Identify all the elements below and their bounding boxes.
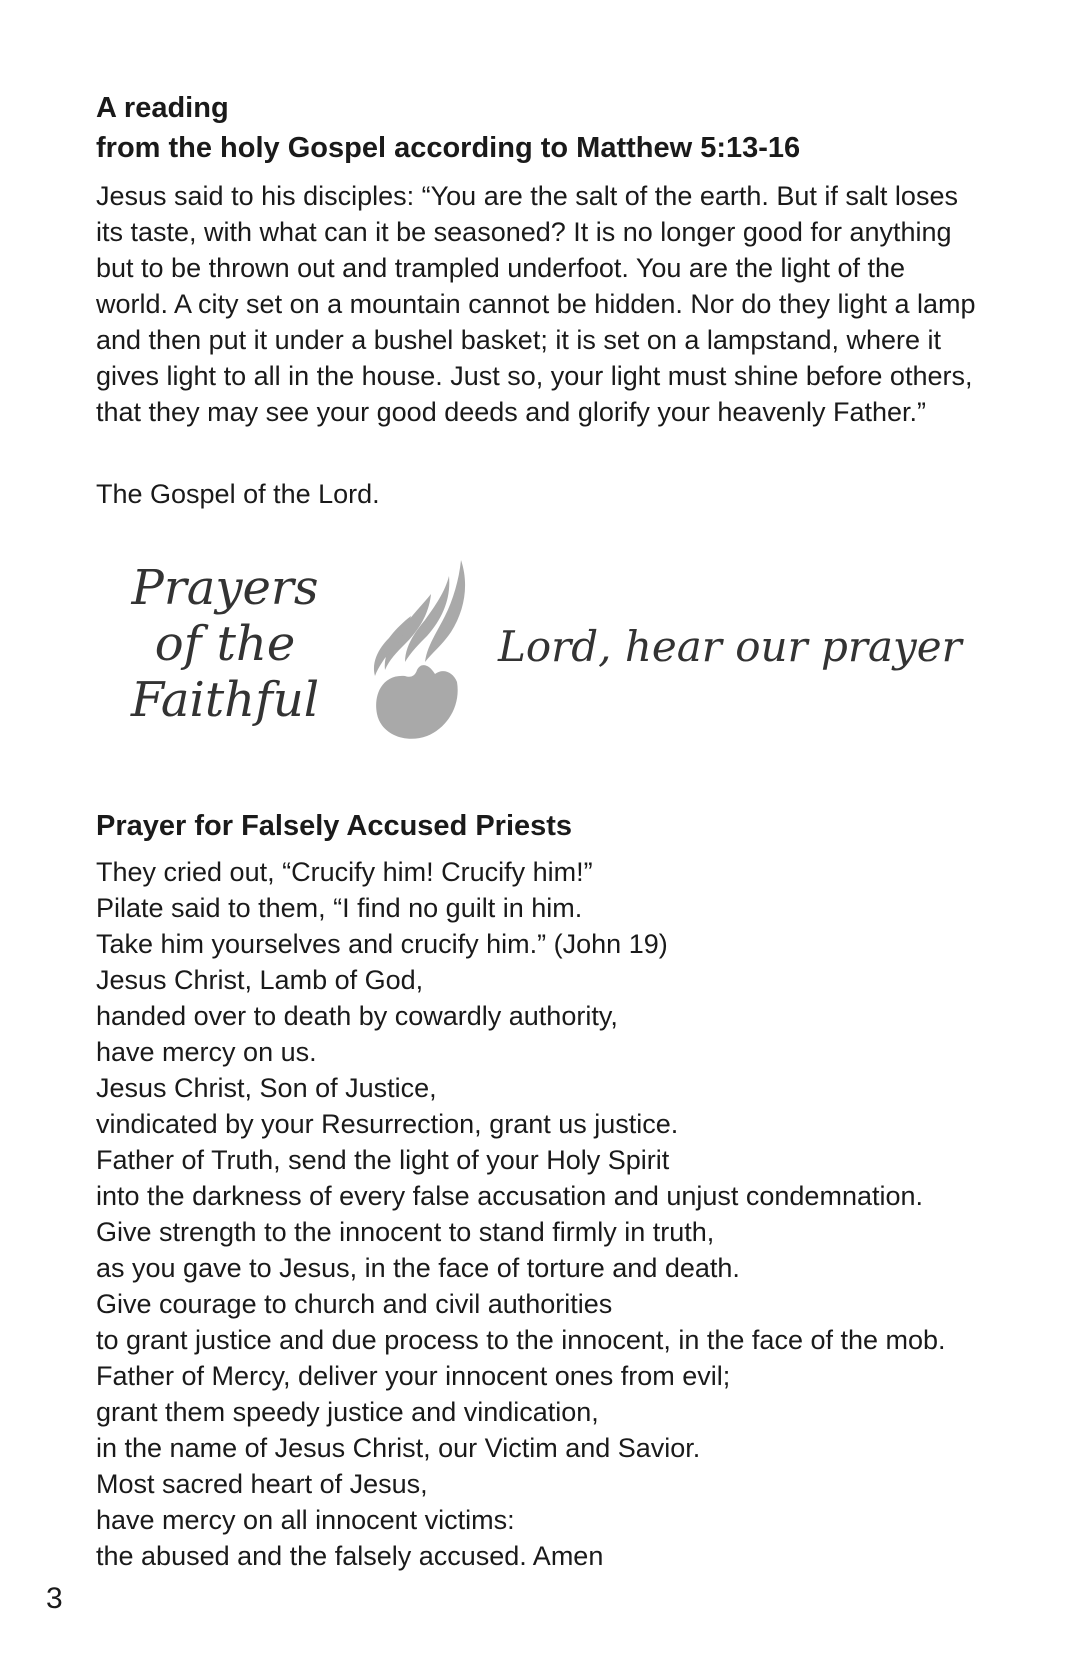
banner-title-line1: Prayers [131, 560, 319, 616]
prayer-line: Jesus Christ, Lamb of God, [96, 965, 424, 995]
prayer-line: Give strength to the innocent to stand firmly in truth, [96, 1217, 715, 1247]
prayer-line: They cried out, “Crucify him! Crucify him!” [96, 857, 593, 887]
prayer-line: Take him yourselves and crucify him.” (John 19) [96, 929, 668, 959]
prayer-line: Give courage to church and civil authorities [96, 1289, 613, 1319]
prayer-line: Father of Truth, send the light of your Holy Spirit [96, 1145, 670, 1175]
prayer-line: handed over to death by cowardly authority, [96, 1001, 618, 1031]
prayer-line: into the darkness of every false accusation and unjust condemnation. [96, 1181, 924, 1211]
prayer-line: as you gave to Jesus, in the face of torture and death. [96, 1253, 740, 1283]
reading-title [96, 88, 800, 168]
page-number: 3 [46, 1582, 63, 1615]
prayer-line: to grant justice and due process to the innocent, in the face of the mob. [96, 1325, 946, 1355]
banner-title-line3: Faithful [130, 672, 320, 728]
reading-text: Jesus said to his disciples: “You are the salt of the earth. But if salt loses its taste, with what can it be seasoned? It is no longer good for anything but to be thrown out and trampled underfoot. You are the light of the world. A city set on a mountain cannot be hidden. Nor do they light a lamp and then put it under a bushel basket; it is set on a lampstand, where it gives light to all in the house. Just so, your light must shine before others, that they may see your good deeds and glorify your heavenly Father.” [96, 181, 976, 427]
prayer-line: in the name of Jesus Christ, our Victim and Savior. [96, 1433, 701, 1463]
prayer-line: Pilate said to them, “I find no guilt in him. [96, 893, 583, 923]
banner-response: Lord, hear our prayer [498, 622, 962, 671]
prayer-line: Most sacred heart of Jesus, [96, 1469, 428, 1499]
prayers-of-the-faithful-banner [100, 560, 980, 750]
reading-title-line1: A reading [96, 92, 229, 124]
prayer-line: grant them speedy justice and vindication, [96, 1397, 599, 1427]
reading-title-line2: from the holy Gospel according to Matthew 5:13-16 [96, 132, 801, 164]
prayer-line: Jesus Christ, Son of Justice, [96, 1073, 437, 1103]
prayer-line: have mercy on us. [96, 1037, 317, 1067]
prayer-line: Father of Mercy, deliver your innocent ones from evil; [96, 1361, 731, 1391]
banner-title-line2: of the [154, 616, 296, 672]
prayer-line: vindicated by your Resurrection, grant us justice. [96, 1109, 679, 1139]
prayer-line: have mercy on all innocent victims: [96, 1505, 515, 1535]
prayer-title: Prayer for Falsely Accused Priests [96, 810, 573, 842]
dove-icon [365, 554, 475, 744]
prayer-line: the abused and the falsely accused. Amen [96, 1541, 604, 1571]
prayer-text [96, 854, 946, 1574]
reading-closing: The Gospel of the Lord. [96, 479, 380, 509]
banner-title [100, 560, 350, 728]
